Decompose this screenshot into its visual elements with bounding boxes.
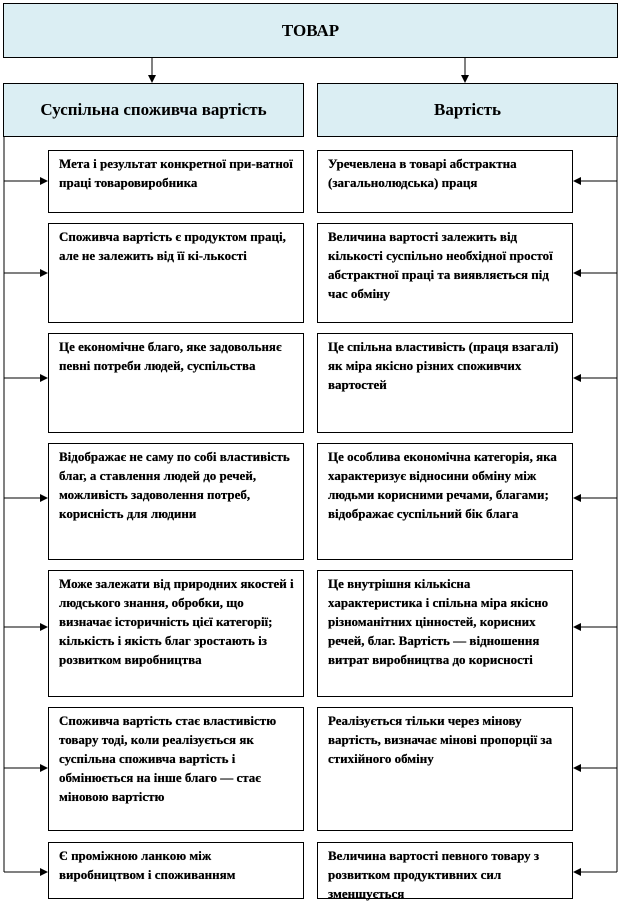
right-item-box: Величина вартості певного товару з розвитком продуктивних сил зменшується xyxy=(317,842,573,899)
right-item-box: Це внутрішня кількісна характеристика і спільна міра якісно різноманітних цінностей, корисних речей, благ. Вартість — відношення витрат виробництва до корисності xyxy=(317,570,573,697)
right-item-box: Це спільна властивість (праця взагалі) як міра якісно різних споживчих вартостей xyxy=(317,333,573,433)
diagram-title: ТОВАР xyxy=(3,3,618,58)
left-item-box: Мета і результат конкретної при-ватної праці товаровиробника xyxy=(48,150,304,213)
right-item-box: Величина вартості залежить від кількості суспільно необхідної простої абстрактної праці та виявляється під час обміну xyxy=(317,223,573,323)
right-item-box: Уречевлена в товарі абстрактна (загальнолюдська) праця xyxy=(317,150,573,213)
left-item-box: Споживча вартість стає властивістю товару тоді, коли реалізується як суспільна споживча вартість і обмінюється на інше благо — стає міновою вартістю xyxy=(48,707,304,831)
left-item-box: Відображає не саму по собі властивість благ, а ставлення людей до речей, можливість задоволення потреб, корисність для людини xyxy=(48,443,304,560)
left-item-box: Споживча вартість є продуктом праці, але не залежить від її кі-лькості xyxy=(48,223,304,323)
left-item-box: Це економічне благо, яке задовольняє певні потреби людей, суспільства xyxy=(48,333,304,433)
left-column-header: Суспільна споживча вартість xyxy=(3,83,304,137)
left-item-box: Є проміжною ланкою між виробництвом і споживанням xyxy=(48,842,304,899)
right-item-box: Це особлива економічна категорія, яка характеризує відносини обміну між людьми корисними речами, благами; відображає суспільний бік блага xyxy=(317,443,573,560)
right-item-box: Реалізується тільки через мінову вартість, визначає мінові пропорції за стихійного обміну xyxy=(317,707,573,831)
right-column-header: Вартість xyxy=(317,83,618,137)
left-item-box: Може залежати від природних якостей і людського знання, обробки, що визначає історичність цієї категорії; кількість і якість благ зростають із розвитком виробництва xyxy=(48,570,304,697)
